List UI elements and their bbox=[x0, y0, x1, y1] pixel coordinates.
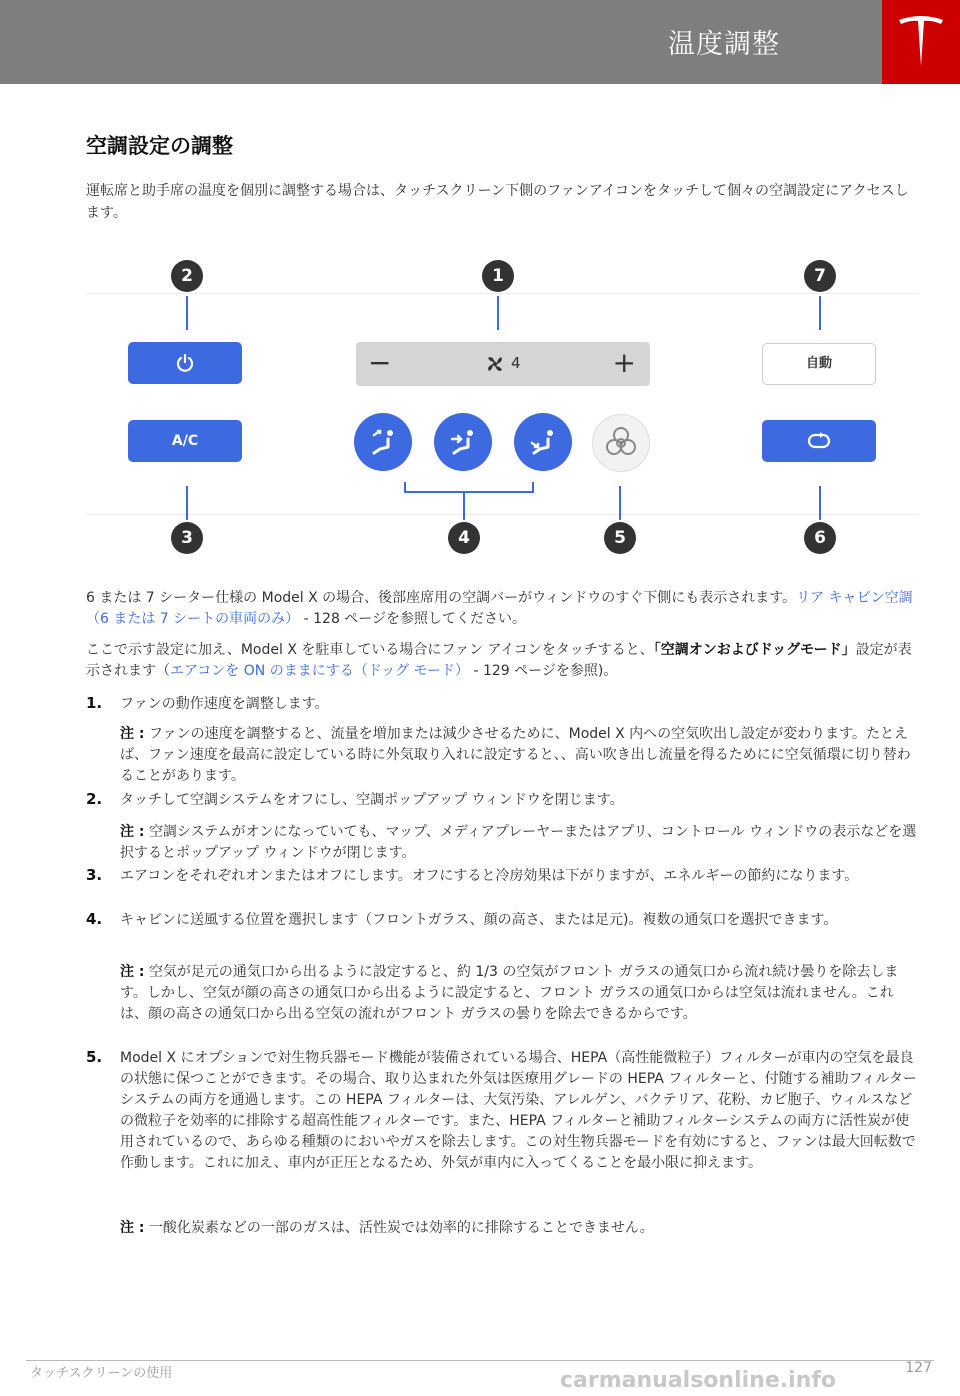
dog-mode-suffix: - 129 ページを参照)。 bbox=[469, 663, 618, 679]
recirculation-button[interactable] bbox=[762, 420, 876, 462]
item-number: 3. bbox=[86, 866, 103, 884]
fan-decrease-button[interactable]: − bbox=[368, 346, 392, 379]
intro-paragraph: 運転席と助手席の温度を個別に調整する場合は、タッチスクリーン下側のファンアイコンをタッチして個々の空調設定にアクセスします。 bbox=[86, 183, 909, 221]
tesla-logo-icon bbox=[896, 14, 946, 70]
callout-7: 7 bbox=[804, 260, 836, 292]
callout-5-leader bbox=[619, 486, 621, 520]
note-4 bbox=[120, 962, 918, 1025]
fan-level-value: 4 bbox=[511, 354, 521, 372]
callout-2: 2 bbox=[171, 260, 203, 292]
note-5 bbox=[120, 1218, 918, 1239]
item-text: タッチして空調システムをオフにし、空調ポップアップ ウィンドウを閉じます。 bbox=[120, 792, 624, 808]
item-number: 5. bbox=[86, 1048, 103, 1066]
airflow-windshield-icon bbox=[354, 413, 412, 471]
dog-mode-link[interactable]: エアコンを ON のままにする（ドッグ モード） bbox=[170, 663, 470, 679]
brand-logo bbox=[882, 0, 960, 84]
fan-speed-bar bbox=[356, 342, 650, 386]
rear-seat-text: 6 または 7 シーター仕様の Model X の場合、後部座席用の空調バーがウィンドウのすぐ下側にも表示されます。 bbox=[86, 590, 797, 606]
ac-button[interactable]: A/C bbox=[128, 420, 242, 462]
callout-7-leader bbox=[819, 296, 821, 330]
rear-cabin-link[interactable]: リア キャビン空調（6 または 7 シートの車両のみ） bbox=[86, 590, 913, 627]
note-text: ファンの速度を調整すると、流量を増加または減少させるために、Model X 内への空気吹出し設定が変わります。たとえば、ファン速度を最高に設定している時に外気取り入れに設定すると、、高い吹き出し流量を得るためにに空気循環に切り替わることがあります。 bbox=[120, 726, 911, 784]
note-label: 注 : bbox=[120, 964, 145, 980]
callout-1-leader bbox=[497, 296, 499, 330]
footer-section-label: タッチスクリーンの使用 bbox=[30, 1366, 173, 1381]
rear-seat-suffix: - 128 ページを参照してください。 bbox=[299, 611, 527, 627]
callout-4: 4 bbox=[448, 522, 480, 554]
section-title: 空調設定の調整 bbox=[86, 134, 233, 158]
airflow-windshield-button[interactable] bbox=[354, 413, 412, 471]
item-number: 4. bbox=[86, 910, 103, 928]
callout-5: 5 bbox=[604, 522, 636, 554]
item-text: ファンの動作速度を調整します。 bbox=[120, 696, 329, 712]
dog-mode-middle: 設定が表示されます（ bbox=[86, 642, 912, 679]
biohazard-icon bbox=[593, 415, 649, 471]
dog-mode-prefix: ここで示す設定に加え、Model X を駐車している場合にファン アイコンをタッチすると、 bbox=[86, 642, 654, 658]
watermark: carmanualsonline.info bbox=[560, 1368, 836, 1393]
note-text: 一酸化炭素などの一部のガスは、活性炭では効率的に排除することできません。 bbox=[148, 1220, 654, 1236]
diagram-top-divider bbox=[86, 293, 918, 294]
page-header-title: 温度調整 bbox=[668, 29, 780, 60]
note-label: 注 : bbox=[120, 1220, 145, 1236]
airflow-face-button[interactable] bbox=[434, 413, 492, 471]
note-label: 注 : bbox=[120, 726, 145, 742]
power-button[interactable] bbox=[128, 342, 242, 384]
note-text: 空気が足元の通気口から出るように設定すると、約 1/3 の空気がフロント ガラスの通気口から流れ続け曇りを除去します。しかし、空気が顔の高さの通気口から出るように設定すると、フロント ガラスの通気口からは空気は流れません。これは、顔の高さの通気口から出る空気の流れがフロント ガラスの曇りを除去できるからです。 bbox=[120, 964, 899, 1022]
callout-6: 6 bbox=[804, 522, 836, 554]
item-text: エアコンをそれぞれオンまたはオフにします。オフにすると冷房効果は下がりますが、エネルギーの節約になります。 bbox=[120, 868, 859, 884]
airflow-face-icon bbox=[434, 413, 492, 471]
dog-mode-paragraph bbox=[86, 640, 918, 682]
note-1 bbox=[120, 724, 918, 787]
dog-mode-bold: 「空調オンおよびドッグモード」 bbox=[653, 642, 856, 658]
power-icon bbox=[175, 353, 195, 373]
note-text: 空調システムがオンになっていても、マップ、メディアプレーヤーまたはアプリ、コントロール ウィンドウの表示などを選択するとポップアップ ウィンドウが閉じます。 bbox=[120, 824, 917, 861]
item-number: 2. bbox=[86, 790, 103, 808]
note-2 bbox=[120, 822, 918, 864]
rear-seat-paragraph bbox=[86, 588, 918, 630]
callout-4-bracket bbox=[404, 491, 534, 493]
callout-4-leader bbox=[463, 492, 465, 520]
callout-1: 1 bbox=[482, 260, 514, 292]
recirculation-icon bbox=[806, 432, 832, 450]
airflow-feet-button[interactable] bbox=[514, 413, 572, 471]
bioweapon-defense-button[interactable] bbox=[592, 414, 650, 472]
header-bar bbox=[0, 0, 882, 84]
fan-increase-button[interactable]: + bbox=[612, 346, 636, 379]
airflow-feet-icon bbox=[514, 413, 572, 471]
page-number: 127 bbox=[905, 1360, 932, 1376]
callout-6-leader bbox=[819, 486, 821, 520]
item-text: Model X にオプションで対生物兵器モード機能が装備されている場合、HEPA（高性能微粒子）フィルターが車内の空気を最良の状態に保つことができます。その場合、取り込まれた外気は医療用グレードの HEPA フィルターと、付随する補助フィルターシステムの両方を通過します。この HEPA フィルターは、大気汚染、アレルゲン、バクテリア、花粉、カビ胞子、ウィルスなどの微粒子を効率的に排除する超高性能フィルターです。また、HEPA フィルターと補助フィルターシステムの両方に活性炭が使用されているので、あらゆる種類のにおいやガスを除去します。この対生物兵器モードを有効にすると、ファンは最大回転数で作動します。これに加え、車内が正圧となるため、外気が車内に入ってくることを最小限に抑えます。 bbox=[120, 1050, 917, 1171]
note-label: 注 : bbox=[120, 824, 145, 840]
item-number: 1. bbox=[86, 694, 103, 712]
item-text: キャビンに送風する位置を選択します（フロントガラス、顔の高さ、または足元)。複数の通気口を選択できます。 bbox=[120, 912, 838, 928]
callout-2-leader bbox=[186, 296, 188, 330]
callout-3: 3 bbox=[171, 522, 203, 554]
climate-diagram bbox=[86, 250, 918, 560]
diagram-bottom-divider bbox=[86, 514, 918, 515]
footer-divider bbox=[26, 1360, 934, 1361]
fan-icon bbox=[484, 353, 506, 375]
auto-button[interactable]: 自動 bbox=[762, 343, 876, 385]
callout-3-leader bbox=[186, 486, 188, 520]
